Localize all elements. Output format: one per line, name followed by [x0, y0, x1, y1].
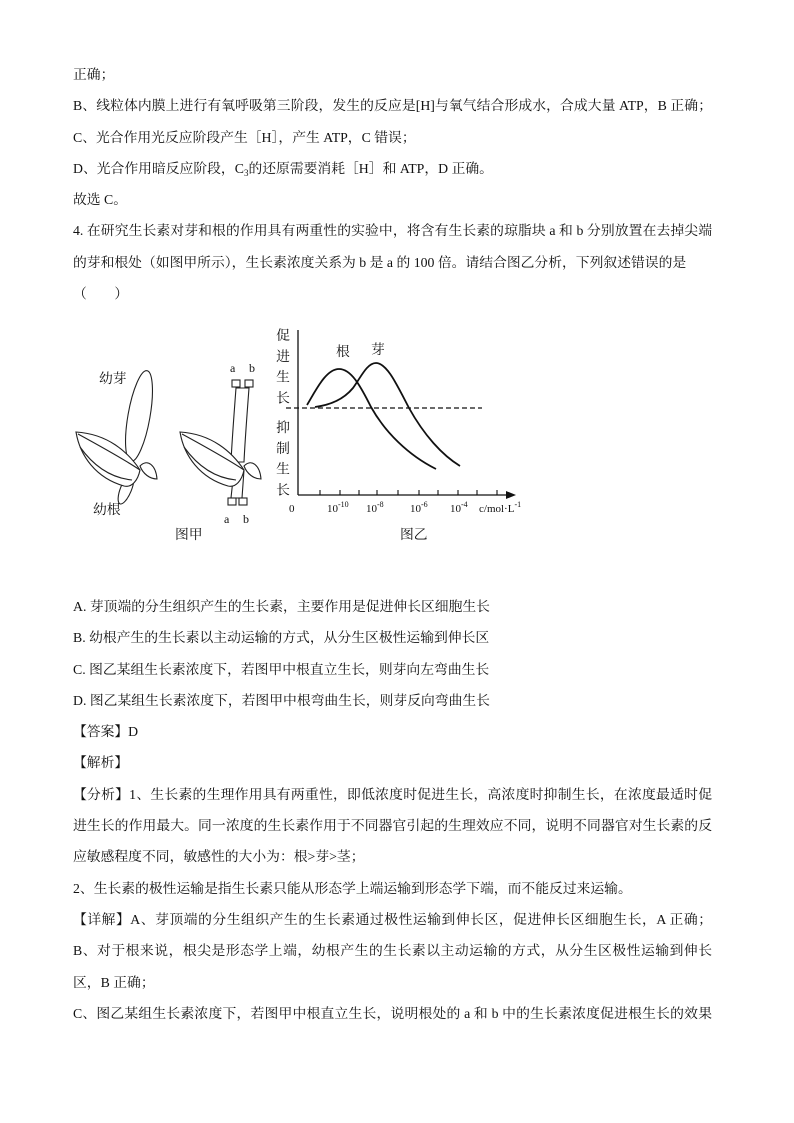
analysis-line: 进生长的作用最大。同一浓度的生长素作用于不同器官引起的生理效应不同，说明不同器官对生长素的反 — [73, 818, 712, 834]
tick-exponent: -6 — [421, 500, 428, 509]
subscript: 3 — [243, 167, 249, 178]
answer-blank: （ ） — [73, 286, 129, 302]
top-block-label-b: b — [249, 361, 255, 375]
upper-text-block — [73, 59, 712, 309]
analysis-line: 应敏感程度不同，敏感性的大小为：根>芽>茎； — [73, 849, 365, 865]
tick-base: 10 — [366, 503, 377, 515]
tick-exponent: -10 — [338, 500, 349, 509]
x-tick-label — [410, 500, 428, 515]
unit-text: c/mol·L — [479, 503, 515, 515]
x-axis-ticks — [320, 490, 497, 495]
question-stem-line: 的芽和根处（如图甲所示），生长素浓度关系为 b 是 a 的 100 倍。请结合图乙分析，下列叙述错误的是 — [73, 254, 687, 270]
question-stem-line: 4. 在研究生长素对芽和根的作用具有两重性的实验中，将含有生长素的琼脂块 a 和 b 分别放置在去掉尖端 — [73, 223, 712, 239]
agar-block-a-top — [232, 380, 240, 387]
agar-block-b-bottom — [239, 498, 247, 505]
tick-exponent: -4 — [461, 500, 468, 509]
tick-base: 10 — [327, 503, 338, 515]
figure-jia-caption: 图甲 — [175, 527, 203, 542]
option-a: A. 芽顶端的分生组织产生的生长素，主要作用是促进伸长区细胞生长 — [73, 599, 490, 614]
cut-bud-shape — [231, 388, 249, 462]
x-axis-arrow-icon — [506, 491, 516, 499]
unit-exponent: -1 — [514, 500, 522, 509]
root-curve-label: 根 — [336, 344, 350, 359]
analysis-line: 2、生长素的极性运输是指生长素只能从形态学上端运输到形态学下端，而不能反过来运输。 — [73, 880, 632, 896]
right-leaf-shape — [140, 463, 157, 479]
bottom-block-label-a: a — [224, 512, 230, 526]
bottom-block-label-b: b — [243, 512, 249, 526]
previous-solution-line: 正确； — [73, 67, 115, 82]
figure-yi-caption: 图乙 — [400, 527, 428, 542]
top-block-label-a: a — [230, 361, 236, 375]
detail-line: 区，B 正确； — [73, 974, 155, 990]
x-origin-label: 0 — [289, 503, 295, 515]
option-b: B. 幼根产生的生长素以主动运输的方式，从分生区极性运输到伸长区 — [73, 630, 490, 646]
bud-curve-label: 芽 — [371, 342, 385, 357]
bud-response-curve — [315, 363, 460, 466]
x-tick-label — [450, 500, 468, 515]
figure-drawing — [60, 320, 550, 550]
detail-line: C、图乙某组生长素浓度下，若图甲中根直立生长，说明根处的 a 和 b 中的生长素浓度促进根生长的效果 — [73, 1005, 712, 1021]
tick-base: 10 — [450, 503, 461, 515]
line-text: 的还原需要消耗［H］和 ATP，D 正确。 — [248, 160, 493, 176]
previous-solution-line: C、光合作用光反应阶段产生［H］，产生 ATP，C 错误； — [73, 129, 416, 145]
previous-conclusion: 故选 C。 — [73, 192, 128, 208]
previous-solution-line — [73, 153, 712, 184]
bud-label: 幼芽 — [99, 371, 127, 386]
seedling-with-agar-blocks — [180, 380, 261, 505]
leaves — [180, 432, 261, 486]
detail-line: 【详解】A、芽顶端的分生组织产生的生长素通过极性运输到伸长区，促进伸长区细胞生长，A 正确； — [73, 911, 712, 927]
answer-line: 【答案】D — [73, 724, 139, 740]
tick-base: 10 — [410, 503, 421, 515]
option-c: C. 图乙某组生长素浓度下，若图甲中根直立生长，则芽向左弯曲生长 — [73, 661, 490, 677]
analysis-line: 【分析】1、生长素的生理作用具有两重性，即低浓度时促进生长，高浓度时抑制生长，在浓度最适时促 — [73, 786, 712, 802]
line-text: D、光合作用暗反应阶段，C — [73, 160, 244, 176]
previous-solution-line: B、线粒体内膜上进行有氧呼吸第三阶段，发生的反应是[H]与氧气结合形成水，合成大量 ATP，B 正确； — [73, 98, 712, 114]
option-d: D. 图乙某组生长素浓度下，若图甲中根弯曲生长，则芽反向弯曲生长 — [73, 692, 490, 708]
explanation-heading: 【解析】 — [73, 755, 129, 771]
root-label: 幼根 — [93, 502, 121, 517]
x-tick-label — [327, 500, 349, 515]
tick-exponent: -8 — [377, 500, 384, 509]
agar-block-b-top — [245, 380, 253, 387]
detail-line: B、对于根来说，根尖是形态学上端，幼根产生的生长素以主动运输的方式，从分生区极性运输到伸长 — [73, 943, 712, 959]
x-axis-unit-label — [479, 500, 522, 515]
y-axis-label-promote: 促进生长 — [274, 328, 289, 412]
root-response-curve — [307, 369, 436, 469]
response-chart — [286, 330, 516, 499]
y-axis-label-inhibit: 抑制生长 — [274, 420, 289, 504]
x-tick-label — [366, 500, 384, 515]
seedling-intact — [76, 369, 158, 506]
agar-block-a-bottom — [228, 498, 236, 505]
lower-text-block — [73, 591, 712, 1029]
right-leaf-shape — [244, 463, 261, 479]
